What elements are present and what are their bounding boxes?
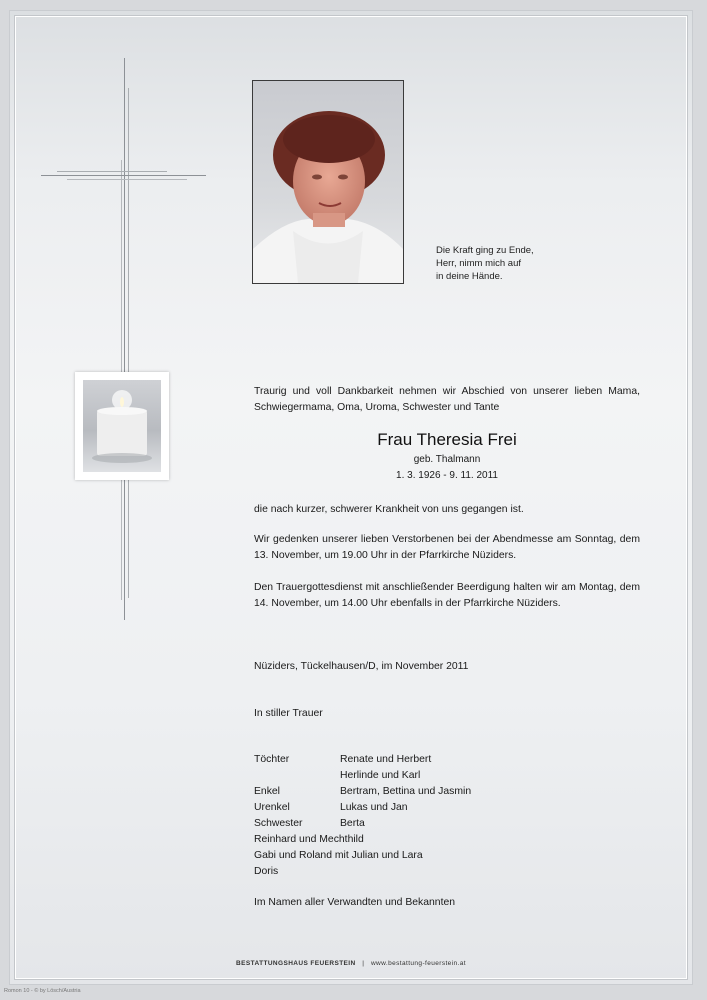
life-dates: 1. 3. 1926 - 9. 11. 2011 xyxy=(396,470,498,481)
candle-image xyxy=(75,372,169,480)
quote-line: Die Kraft ging zu Ende, xyxy=(436,245,534,256)
mourners-list xyxy=(254,752,471,832)
quote xyxy=(436,244,534,283)
obituary-sheet xyxy=(9,10,693,985)
mourner-names: Bertram, Bettina und Jasmin xyxy=(340,786,472,797)
mourner-names: Renate und Herbert xyxy=(340,754,432,765)
mourner-names: Lukas und Jan xyxy=(340,802,408,813)
mourner-relation: Töchter xyxy=(254,754,290,765)
mourner-row xyxy=(254,816,471,832)
mourner-names: Herlinde und Karl xyxy=(340,770,421,781)
closing-line: Im Namen aller Verwandten und Bekannten xyxy=(254,897,456,908)
print-credit: Romon 10 - © by Lösch/Austria xyxy=(4,988,81,994)
quote-line: Herr, nimm mich auf xyxy=(436,258,521,269)
intro-text: Traurig und voll Dankbarkeit nehmen wir Abschied von unserer lieben Mama, Schwiegermama, Oma, Uroma, Schwester und Tante xyxy=(254,386,640,413)
in-stiller-trauer: In stiller Trauer xyxy=(254,708,323,719)
deceased-name: Frau Theresia Frei xyxy=(377,430,517,449)
mourner-relation: Enkel xyxy=(254,786,280,797)
footer-separator: | xyxy=(362,960,365,967)
portrait-photo xyxy=(252,80,404,284)
mourner-relation: Schwester xyxy=(254,818,303,829)
mourner-row xyxy=(254,800,471,816)
quote-line: in deine Hände. xyxy=(436,271,503,282)
other-mourner-line: Doris xyxy=(254,866,279,877)
mourner-names: Berta xyxy=(340,818,365,829)
birth-name: geb. Thalmann xyxy=(413,454,481,465)
paragraph-passing: die nach kurzer, schwerer Krankheit von uns gegangen ist. xyxy=(254,504,524,515)
mourner-row xyxy=(254,768,471,784)
mourner-row xyxy=(254,784,471,800)
other-mourner-line: Reinhard und Mechthild xyxy=(254,834,364,845)
mourner-relation: Urenkel xyxy=(254,802,290,813)
place-date: Nüziders, Tückelhausen/D, im November 2011 xyxy=(254,661,469,672)
footer xyxy=(9,960,693,967)
other-mourner-line: Gabi und Roland mit Julian und Lara xyxy=(254,850,423,861)
funeral-home-name: BESTATTUNGSHAUS FEUERSTEIN xyxy=(236,960,356,967)
footer-url: www.bestattung-feuerstein.at xyxy=(370,960,466,967)
mourner-row xyxy=(254,752,471,768)
paragraph-mass: Wir gedenken unserer lieben Verstorbenen bei der Abendmesse am Sonntag, dem 13. November, um 19.00 Uhr in der Pfarrkirche Nüziders. xyxy=(254,534,640,561)
mourner-relation xyxy=(254,768,340,784)
paragraph-funeral: Den Trauergottesdienst mit anschließender Beerdigung halten wir am Montag, dem 14. November, um 14.00 Uhr ebenfalls in der Pfarrkirche Nüziders. xyxy=(254,582,640,609)
other-mourners xyxy=(254,832,640,880)
